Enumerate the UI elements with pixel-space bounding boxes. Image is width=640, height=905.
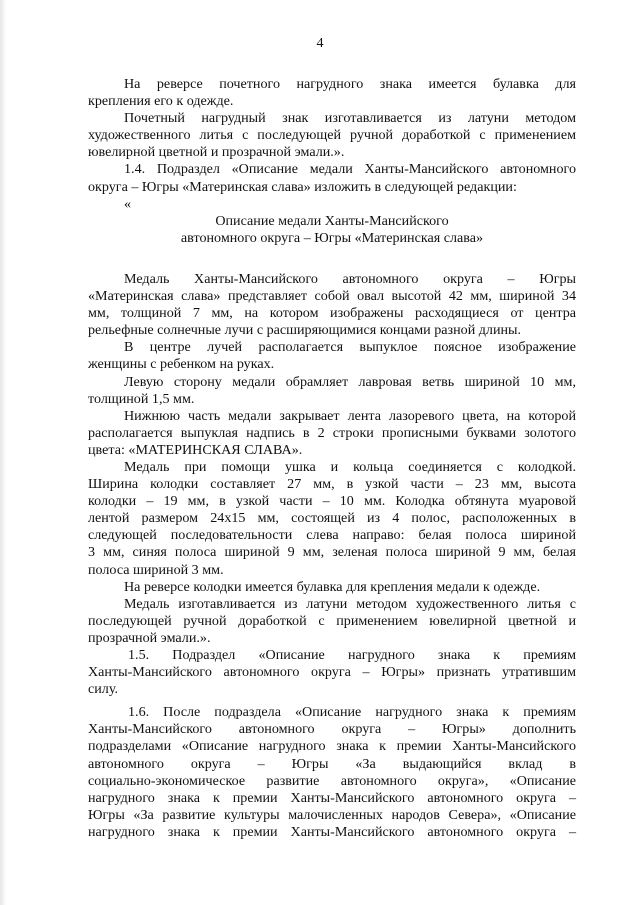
text-line: На реверсе колодки имеется булавка для крепления медали к одежде. [124,578,541,595]
text-line: социально-экономическое развитие автономного округа», «Описание [88,772,576,789]
text-line: силу. [88,681,118,698]
text-line: Ханты-Мансийского автономного округа – Югры» дополнить [88,721,576,738]
text-line: В центре лучей располагается выпуклое поясное изображение [124,339,576,356]
text-line: «Материнская слава» представляет собой овал высотой 42 мм, шириной 34 [88,288,576,305]
text-line: Ханты-Мансийского автономного округа – Югры» признать утратившим [88,664,576,681]
text-line: толщиной 1,5 мм. [88,390,195,407]
text-line: располагается выпуклая надпись в 2 строки прописными буквами золотого [88,424,576,441]
text-line: На реверсе почетного нагрудного знака имеется булавка для [124,76,576,92]
text-line: подразделами «Описание нагрудного знака к премии Ханты-Мансийского [88,738,576,755]
text-line: колодки – 19 мм, в узкой части – 10 мм. Колодка обтянута муаровой [88,493,576,510]
scan-edge [0,0,6,905]
text-line: Нижнюю часть медали закрывает лента лазоревого цвета, на которой [124,407,576,424]
text-line: 1.4. Подраздел «Описание медали Ханты-Мансийского автономного [124,161,576,178]
text-line: крепления его к одежде. [88,93,234,110]
text-line: полоса шириной 3 мм. [88,561,224,578]
text-line: Медаль изготавливается из латуни методом художественного литья с [124,595,576,612]
text-line: 3 мм, синяя полоса шириной 9 мм, зеленая полоса шириной 9 мм, белая [88,544,576,561]
text-line: Медаль Ханты-Мансийского автономного округа – Югры [124,270,576,287]
text-line: женщины с ребенком на руках. [88,356,275,373]
text-line: Медаль при помощи ушка и кольца соединяется с колодкой. [124,458,576,475]
text-line: следующей последовательности слева направо: белая полоса шириной [88,527,576,544]
section-heading-line: Описание медали Ханты-Мансийского [215,212,449,229]
document-text [88,76,576,841]
text-line: прозрачной эмали.». [88,629,211,646]
text-line: лентой размером 24х15 мм, состоящей из 4 полос, расположенных в [88,510,576,527]
text-line: 1.6. После подраздела «Описание нагрудного знака к премиям [128,704,576,721]
section-heading-line: автономного округа – Югры «Материнская слава» [180,229,484,246]
text-line: ювелирной цветной и прозрачной эмали.». [88,144,345,161]
text-line: Ширина колодки составляет 27 мм, в узкой части – 23 мм, высота [88,476,576,493]
text-line: Левую сторону медали обрамляет лавровая ветвь шириной 10 мм, [124,373,576,390]
text-line: Почетный нагрудный знак изготавливается из латуни методом [124,110,576,127]
text-line: автономного округа – Югры «За выдающийся вклад в [88,755,576,772]
text-line: округа – Югры «Материнская слава» изложить в следующей редакции: [88,178,517,195]
blank-space [88,247,576,271]
page-number: 4 [316,36,324,51]
text-line: мм, толщиной 7 мм, на котором изображены расходящиеся от центра [88,305,576,322]
text-line: 1.5. Подраздел «Описание нагрудного знака к премиям [128,647,576,663]
text-line: нагрудного знака к премии Ханты-Мансийского автономного округа – [88,823,576,840]
text-line: нагрудного знака к премии Ханты-Мансийского автономного округа – [88,789,576,806]
quote-open: « [124,195,132,212]
text-line: цвета: «МАТЕРИНСКАЯ СЛАВА». [88,441,303,458]
text-line: художественного литья с последующей ручной доработкой с применением [88,127,576,144]
text-line: Югры «За развитие культуры малочисленных народов Севера», «Описание [88,806,576,823]
text-line: последующей ручной доработкой с применением ювелирной цветной и [88,612,576,629]
text-line: рельефные солнечные лучи с расширяющимися концами разной длины. [88,322,522,339]
